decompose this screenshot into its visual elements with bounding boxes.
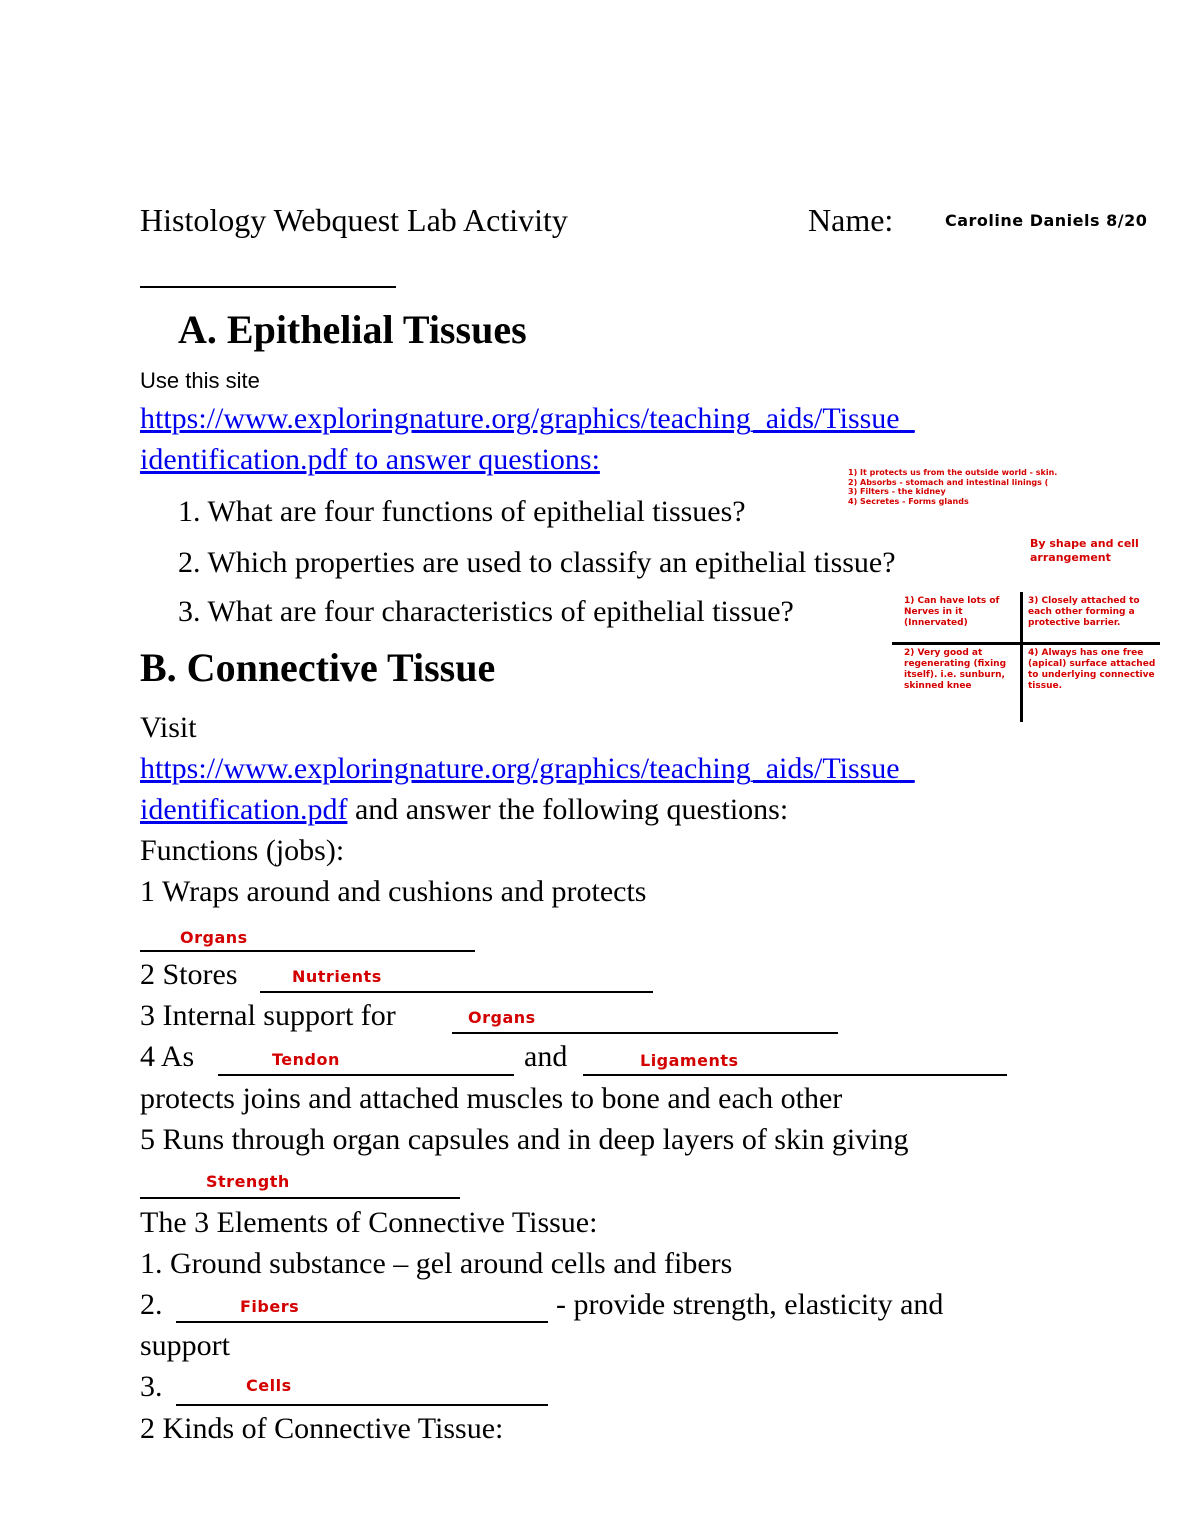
answer-f3: Organs (468, 1008, 536, 1027)
function-4: 4 As (140, 1040, 195, 1073)
answer-q1-line: 1) It protects us from the outside world - skin. (848, 468, 1058, 477)
answer-q2-note: By shape and cell arrangement (1030, 537, 1139, 564)
blank-f4b (583, 1074, 1007, 1076)
answer-q3-cell-1: 1) Can have lots of Nerves in it (Innervated) (904, 596, 1000, 628)
answer-q3-grid (892, 592, 1162, 724)
function-1: 1 Wraps around and cushions and protects (140, 875, 647, 908)
element-2-suffix-line2: support (140, 1329, 230, 1362)
section-a-link-line2[interactable]: identification.pdf to answer questions: (140, 443, 600, 476)
answer-q1-note (848, 468, 1108, 506)
element-2-prefix: 2. (140, 1288, 163, 1321)
answer-q1-line: 2) Absorbs - stomach and intestinal linings ( (848, 477, 1049, 487)
document-title: Histology Webquest Lab Activity (140, 202, 568, 238)
function-2: 2 Stores (140, 958, 238, 991)
section-b-link-row (140, 789, 788, 830)
function-3: 3 Internal support for (140, 999, 396, 1032)
blank-f3 (452, 1032, 838, 1034)
grid-horizontal-line (892, 642, 1160, 645)
answer-f4b: Ligaments (640, 1051, 739, 1070)
question-3: 3. What are four characteristics of epithelial tissue? (178, 595, 794, 628)
function-4-and: and (524, 1040, 568, 1073)
answer-e3: Cells (246, 1376, 292, 1395)
name-label: Name: (808, 202, 894, 238)
blank-e3 (176, 1404, 548, 1406)
answer-f4a: Tendon (272, 1050, 340, 1069)
section-a-heading: A. Epithelial Tissues (178, 307, 527, 352)
answer-q3-cell-4: 4) Always has one free (apical) surface attached to underlying connective tissue. (1028, 648, 1156, 691)
section-b-link-line1[interactable]: https://www.exploringnature.org/graphics/teaching_aids/Tissue_ (140, 752, 915, 785)
blank-f1 (140, 950, 475, 952)
section-b-link-tail: and answer the following questions: (347, 793, 789, 826)
question-2: 2. Which properties are used to classify an epithelial tissue? (178, 546, 896, 579)
question-1: 1. What are four functions of epithelial tissues? (178, 495, 746, 528)
answer-f2: Nutrients (292, 967, 382, 986)
blank-e2 (176, 1321, 548, 1323)
answer-f5: Strength (206, 1172, 290, 1191)
element-1: 1. Ground substance – gel around cells and fibers (140, 1247, 733, 1280)
answer-q1-line: 3) Filters - the kidney (848, 487, 946, 496)
name-underline (140, 286, 396, 288)
blank-f4a (218, 1074, 514, 1076)
functions-label: Functions (jobs): (140, 834, 345, 867)
elements-label: The 3 Elements of Connective Tissue: (140, 1206, 598, 1239)
kinds-label: 2 Kinds of Connective Tissue: (140, 1412, 504, 1445)
section-a-link-line1[interactable]: https://www.exploringnature.org/graphics/teaching_aids/Tissue_ (140, 402, 915, 435)
grid-vertical-line (1020, 592, 1023, 722)
answer-q3-cell-3: 3) Closely attached to each other forming a protective barrier. (1028, 596, 1140, 628)
function-5: 5 Runs through organ capsules and in deep layers of skin giving (140, 1123, 909, 1156)
element-2-suffix: - provide strength, elasticity and (556, 1288, 944, 1321)
answer-f1: Organs (180, 928, 248, 947)
blank-f5 (140, 1197, 460, 1199)
answer-e2: Fibers (240, 1297, 300, 1316)
element-3-prefix: 3. (140, 1370, 163, 1403)
section-b-link-line2[interactable]: identification.pdf (140, 793, 348, 826)
function-4-suffix: protects joins and attached muscles to bone and each other (140, 1082, 843, 1115)
answer-q3-cell-2: 2) Very good at regenerating (fixing itself). i.e. sunburn, skinned knee (904, 648, 1007, 691)
section-a-instruction: Use this site (140, 368, 260, 393)
name-value: Caroline Daniels 8/20 (945, 211, 1148, 230)
answer-q1-line: 4) Secretes - Forms glands (848, 496, 969, 506)
section-b-heading: B. Connective Tissue (140, 645, 496, 690)
blank-f2 (260, 991, 653, 993)
section-b-visit: Visit (140, 711, 197, 744)
